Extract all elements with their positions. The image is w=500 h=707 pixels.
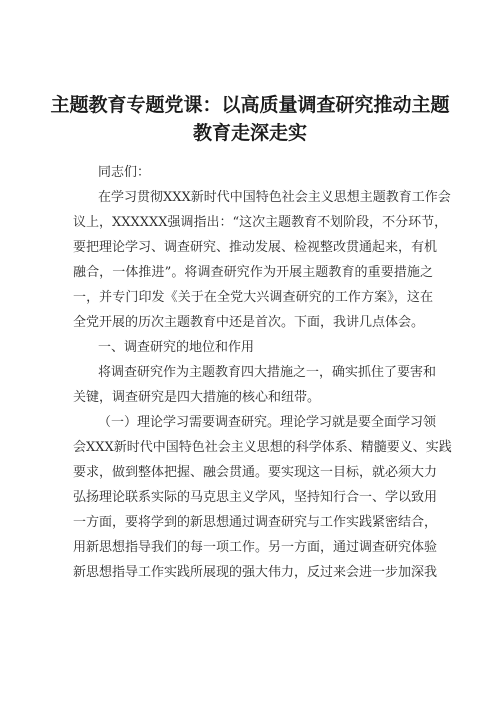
paragraph-line: 用新思想指导我们的每一项工作。另一方面，通过调查研究体验: [73, 540, 438, 555]
paragraph-line: （一）理论学习需要调查研究。理论学习就是要全面学习领: [98, 415, 437, 430]
paragraph-line: 弘扬理论联系实际的马克思主义学风，坚持知行合一、学以致用: [73, 490, 438, 505]
document-title-line-2: 教育走深走实: [192, 122, 307, 144]
paragraph-line: 要把理论学习、调查研究、推动发展、检视整改贯通起来，有机: [73, 240, 438, 255]
paragraph-line: 将调查研究作为主题教育四大措施之一，确实抓住了要害和: [98, 365, 437, 380]
paragraph-line: 会XXX新时代中国特色社会主义思想的科学体系、精髓要义、实践: [73, 440, 452, 455]
paragraph-line: 一，并专门印发《关于在全党大兴调查研究的工作方案》，这在: [73, 290, 433, 305]
paragraph-line: 要求，做到整体把握、融会贯通。要实现这一目标，就必须大力: [73, 465, 438, 480]
paragraph-line: 融合，一体推进”。将调查研究作为开展主题教育的重要措施之: [73, 265, 433, 280]
paragraph-line: 全党开展的历次主题教育中还是首次。下面，我讲几点体会。: [73, 315, 425, 330]
paragraph-line: 议上，XXXXXX强调指出：“这次主题教育不划阶段，不分环节，: [73, 215, 448, 230]
salutation: 同志们：: [98, 165, 151, 180]
section-heading: 一、调查研究的地位和作用: [98, 340, 255, 355]
paragraph-line: 关键，调查研究是四大措施的核心和纽带。: [73, 390, 321, 405]
document-title-line-1: 主题教育专题党课：以高质量调查研究推动主题: [50, 94, 450, 116]
paragraph-line: 新思想指导工作实践所展现的强大伟力，反过来会进一步加深我: [73, 565, 438, 580]
paragraph-line: 在学习贯彻XXX新时代中国特色社会主义思想主题教育工作会: [98, 190, 451, 205]
paragraph-line: 一方面，要将学到的新思想通过调查研究与工作实践紧密结合，: [73, 515, 438, 530]
